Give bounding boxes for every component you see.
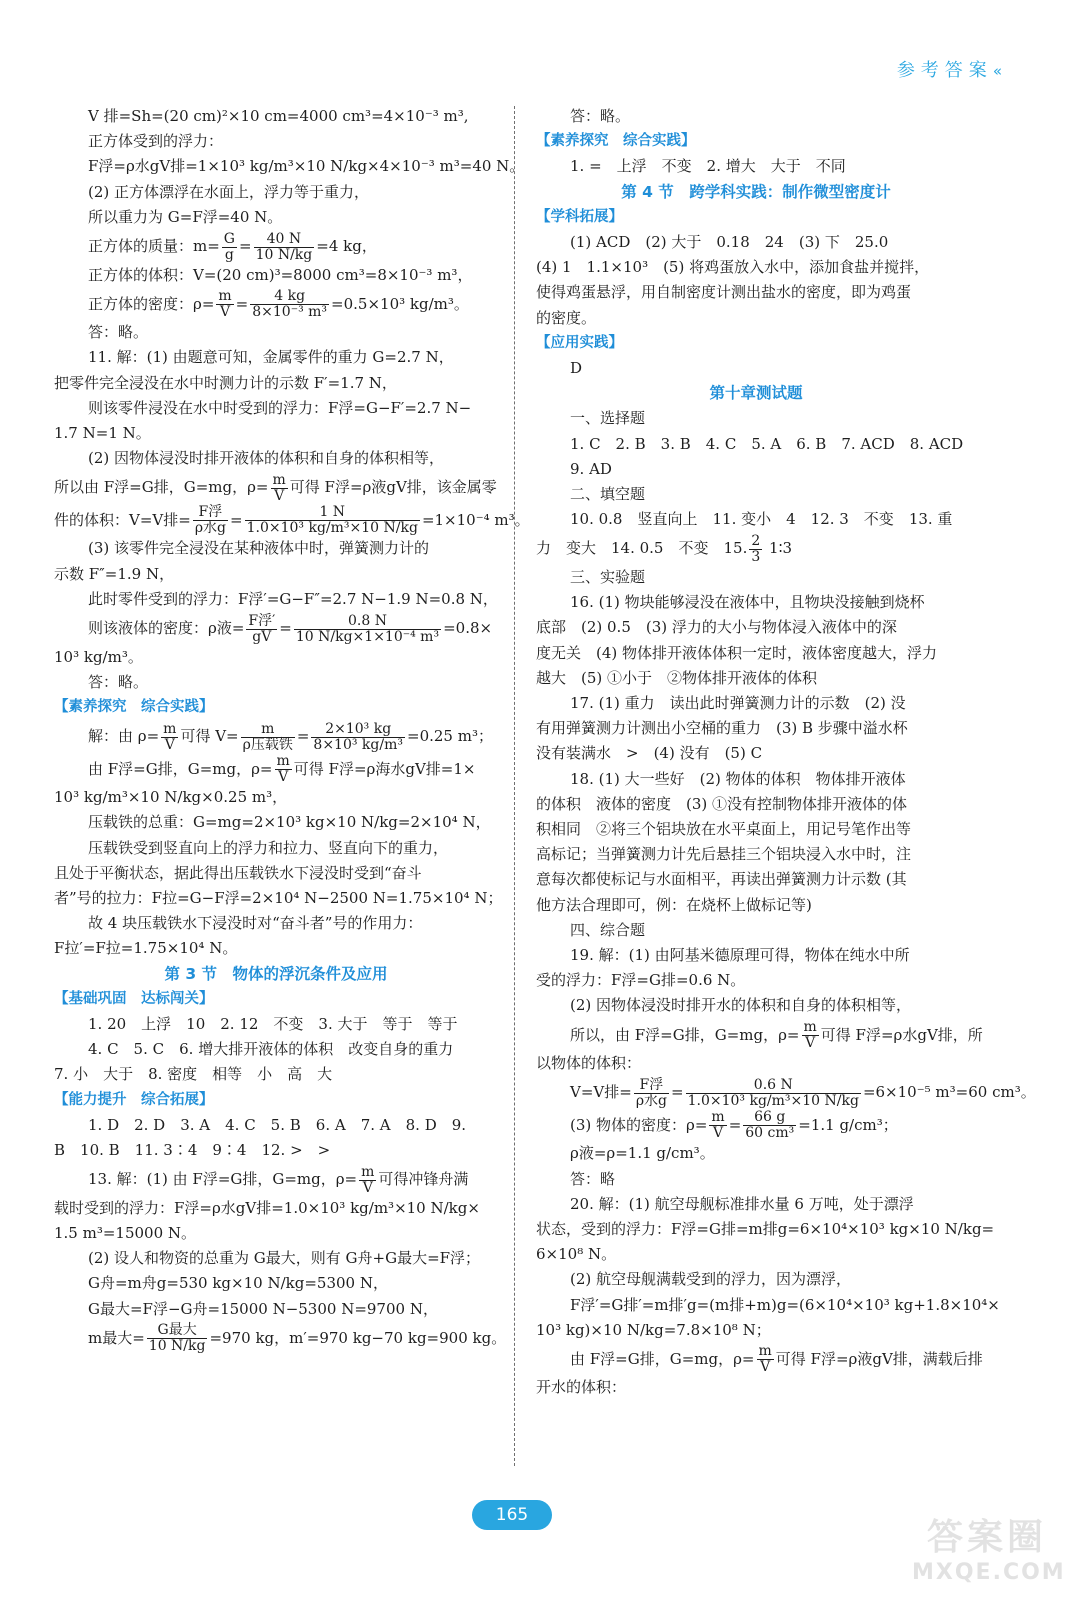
text-line: 1. D 2. D 3. A 4. C 5. B 6. A 7. A 8. D 9.	[88, 1115, 467, 1134]
text-line: (3) 该零件完全浸没在某种液体中时，弹簧测力计的	[88, 539, 430, 558]
text-line: 10³ kg/m³×10 N/kg×0.25 m³，	[54, 788, 288, 807]
fraction: $\frac{m}{V}$	[711, 1109, 725, 1142]
text-line: 以物体的体积：	[536, 1054, 642, 1073]
text-line: 则该零件浸没在水中时受到的浮力：F浮=G−F′=2.7 N−	[88, 398, 472, 417]
text-line: 积相同 ②将三个铝块放在水平桌面上，用记号笔作出等	[536, 819, 912, 838]
text-line: 1. = 上浮 不变 2. 增大 大于 不同	[570, 157, 846, 176]
fraction: $\frac{1 N}{\text{1.0×10³ kg/m³×10 N/kg}}$	[246, 504, 418, 537]
fraction: $\frac{m}{V}$	[272, 471, 286, 504]
text-line: 9. AD	[570, 459, 612, 478]
text-line: 1. C 2. B 3. B 4. C 5. A 6. B 7. ACD 8. ACD	[570, 434, 964, 453]
text-line: (2) 因物体浸没时排开液体的体积和自身的体积相等，	[88, 449, 445, 468]
text-line: 18. (1) 大一些好 (2) 物体的体积 物体排开液体	[570, 769, 906, 788]
text-line: 示数 F″=1.9 N，	[54, 564, 175, 583]
text-line: 所以重力为 G=F浮=40 N。	[88, 207, 283, 226]
watermark-url: MXQE.COM	[912, 1560, 1066, 1585]
formula-line: 则该液体的密度：ρ液= $\frac{\text{F浮′}}{gV}$ = $\frac{0.8 N}{\text{10 N/kg×1×10⁻⁴ m³}}$ =0.8×	[88, 612, 493, 645]
text-line: 意每次都使标记与水面相平，再读出弹簧测力计示数 (其	[536, 870, 907, 889]
page-header-tag	[897, 56, 1002, 82]
watermark-logo	[912, 1516, 1066, 1592]
left-column	[54, 104, 530, 1355]
text-line: 20. 解：(1) 航空母舰标准排水量 6 万吨，处于漂浮	[570, 1194, 914, 1213]
text-line: (2) 因物体浸没时排开水的体积和自身的体积相等，	[570, 996, 912, 1015]
formula-line: (3) 物体的密度：ρ= $\frac{m}{V}$ = $\frac{66 g}{\text{60 cm³}}$ =1.1 g/cm³；	[570, 1109, 898, 1142]
right-column	[536, 104, 1036, 1401]
fraction: $\frac{0.6 N}{\text{1.0×10³ kg/m³×10 N/kg}}$	[687, 1076, 859, 1109]
text-line: 1.5 m³=15000 N。	[54, 1223, 197, 1242]
text-line: 压载铁的总重：G=mg=2×10³ kg×10 N/kg=2×10⁴ N，	[88, 813, 491, 832]
fraction: $\frac{4 kg}{\text{8×10⁻³ m³}}$	[252, 288, 328, 321]
text-line: 使得鸡蛋悬浮，用自制密度计测出盐水的密度，即为鸡蛋	[536, 283, 912, 302]
text-line: 16. (1) 物块能够浸没在液体中，且物块没接触到烧杯	[570, 593, 925, 612]
text-line: 1.7 N=1 N。	[54, 424, 151, 443]
text-line: 有用弹簧测力计测出小空桶的重力 (3) B 步骤中溢水杯	[536, 719, 908, 738]
text-line: 四、综合题	[570, 920, 646, 939]
text-line: 答：略	[570, 1169, 616, 1188]
text-line: 19. 解：(1) 由阿基米德原理可得，物体在纯水中所	[570, 946, 910, 964]
formula-line: 件的体积：V=V排= $\frac{\text{F浮}}{\text{ρ水g}}$ = $\frac{1 N}{\text{1.0×10³ kg/m³×10 N/kg}}$ =1×10⁻⁴ m³。	[54, 504, 530, 537]
fraction: $\frac{\text{2×10³ kg}}{\text{8×10³ kg/m³}}$	[313, 720, 403, 753]
text-line: (1) ACD (2) 大于 0.18 24 (3) 下 25.0	[570, 233, 889, 252]
text-line: 受的浮力：F浮=G排=0.6 N。	[536, 971, 746, 990]
text-line: 10³ kg)×10 N/kg=7.8×10⁸ N；	[536, 1320, 771, 1339]
text-line: 底部 (2) 0.5 (3) 浮力的大小与物体浸入液体中的深	[536, 618, 897, 637]
text-line: 答：略。	[88, 323, 149, 342]
text-line: 11. 解：(1) 由题意可知，金属零件的重力 G=2.7 N，	[88, 348, 454, 367]
fraction: $\frac{m}{V}$	[276, 753, 290, 786]
page-number: 165	[472, 1500, 552, 1530]
text-line: 故 4 块压载铁水下浸没时对“奋斗者”号的作用力：	[88, 914, 423, 933]
formula-line: 正方体的质量：m= $\frac{G}{g}$ = $\frac{40 N}{10 N/kg}$ =4 kg，	[88, 230, 377, 263]
section-tag: 【能力提升 综合拓展】	[54, 1091, 214, 1108]
fraction: $\frac{G}{g}$	[223, 230, 235, 263]
section-tag: 【素养探究 综合实践】	[536, 133, 696, 150]
text-line: 17. (1) 重力 读出此时弹簧测力计的示数 (2) 没	[570, 693, 906, 712]
fraction: $\frac{m}{V}$	[361, 1163, 375, 1196]
watermark-text: 答案圈	[926, 1517, 1047, 1558]
text-line: 10. 0.8 竖直向上 11. 变小 4 12. 3 不变 13. 重	[570, 510, 953, 529]
text-line: F浮=ρ水gV排=1×10³ kg/m³×10 N/kg×4×10⁻³ m³=40 N。	[88, 157, 525, 176]
text-line: 把零件完全浸没在水中时测力计的示数 F′=1.7 N，	[54, 373, 397, 392]
text-line: G最大=F浮−G舟=15000 N−5300 N=9700 N，	[88, 1299, 438, 1318]
fraction: $\frac{\text{F浮′}}{gV}$	[248, 612, 276, 645]
text-line: 的体积 液体的密度 (3) ①没有控制物体排开液体的体	[536, 794, 908, 813]
text-line: 载时受到的浮力：F浮=ρ水gV排=1.0×10³ kg/m³×10 N/kg×	[54, 1198, 480, 1217]
text-line: F拉′=F拉=1.75×10⁴ N。	[54, 939, 238, 958]
section-title: 第 3 节 物体的浮沉条件及应用	[164, 964, 388, 983]
text-line: (2) 正方体漂浮在水面上，浮力等于重力，	[88, 182, 370, 201]
text-line: 此时零件受到的浮力：F浮′=G−F″=2.7 N−1.9 N=0.8 N，	[88, 589, 498, 608]
header-title: 参考答案	[896, 60, 993, 81]
text-line: ρ液=ρ=1.1 g/cm³。	[570, 1144, 715, 1163]
fraction: $\frac{40 N}{10 N/kg}$	[255, 230, 313, 263]
formula-line: 所以，由 F浮=G排，G=mg，ρ= $\frac{m}{V}$ 可得 F浮=ρ水gV排，所	[570, 1019, 983, 1052]
text-line: 越大 (5) ①小于 ②物体排开液体的体积	[536, 668, 818, 687]
text-line: 开水的体积：	[536, 1378, 627, 1397]
text-line: 6×10⁸ N。	[536, 1245, 617, 1264]
fraction: $\frac{\text{G最大}}{10 N/kg}$	[148, 1322, 206, 1355]
section-tag: 【基础巩固 达标闯关】	[54, 990, 214, 1007]
text-line: 高标记；当弹簧测力计先后悬挂三个铝块浸入水中时，注	[536, 845, 912, 864]
text-line: 三、实验题	[570, 567, 646, 586]
fraction: $\frac{m}{V}$	[758, 1343, 772, 1376]
text-line: 状态，受到的浮力：F浮=G排=m排g=6×10⁴×10³ kg×10 N/kg=	[536, 1219, 995, 1238]
text-line: 且处于平衡状态，据此得出压载铁水下浸没时受到“奋斗	[54, 863, 422, 882]
formula-line: 解：由 ρ= $\frac{m}{V}$ 可得 V= $\frac{m}{\text{ρ压载铁}}$ = $\frac{\text{2×10³ kg}}{\text{8×10³ kg/m³}}$ =0.25 m³；	[88, 720, 493, 753]
text-line: D	[570, 359, 583, 378]
section-tag: 【学科拓展】	[536, 208, 623, 225]
text-line: 者”号的拉力：F拉=G−F浮=2×10⁴ N−2500 N=1.75×10⁴ N；	[54, 888, 503, 907]
text-line: B 10. B 11. 3∶4 9∶4 12. > >	[54, 1141, 331, 1159]
formula-line: m最大= $\frac{\text{G最大}}{10 N/kg}$ =970 kg，m′=970 kg−70 kg=900 kg。	[88, 1322, 507, 1355]
section-tag: 【素养探究 综合实践】	[54, 698, 214, 715]
fraction: $\frac{\text{F浮}}{\text{ρ水g}}$	[194, 504, 227, 537]
section-tag: 【应用实践】	[536, 334, 623, 351]
column-divider	[514, 106, 515, 1466]
text-line: 7. 小 大于 8. 密度 相等 小 高 大	[54, 1065, 333, 1084]
text-line: F浮′=G排′=m排′g=(m排+m)g=(6×10⁴×10³ kg+1.8×10⁴×	[570, 1295, 1000, 1314]
formula-line: 所以由 F浮=G排，G=mg，ρ= $\frac{m}{V}$ 可得 F浮=ρ液gV排，该金属零	[54, 471, 497, 504]
fraction: $\frac{2}{3}$	[751, 532, 761, 565]
text-line: 正方体受到的浮力：	[88, 132, 224, 151]
fraction: $\frac{m}{V}$	[218, 288, 232, 321]
section-title: 第 4 节 跨学科实践：制作微型密度计	[621, 182, 891, 201]
formula-line: V=V排= $\frac{\text{F浮}}{\text{ρ水g}}$ = $\frac{0.6 N}{\text{1.0×10³ kg/m³×10 N/kg}}$ =6×10⁻⁵ m³=60 cm³。	[570, 1076, 1036, 1109]
text-line: 1. 20 上浮 10 2. 12 不变 3. 大于 等于 等于	[88, 1014, 458, 1033]
text-line: 正方体的体积：V=(20 cm)³=8000 cm³=8×10⁻³ m³，	[88, 265, 473, 284]
section-title: 第十章测试题	[709, 384, 803, 403]
text-line: (4) 1 1.1×10³ (5) 将鸡蛋放入水中，添加食盐并搅拌，	[536, 258, 930, 277]
text-line: (2) 设人和物资的总重为 G最大，则有 G舟+G最大=F浮；	[88, 1249, 481, 1268]
text-line: 答：略。	[88, 672, 149, 691]
text-line: 答：略。	[570, 107, 631, 125]
fraction: $\frac{m}{\text{ρ压载铁}}$	[242, 720, 293, 753]
formula-line: 由 F浮=G排，G=mg，ρ= $\frac{m}{V}$ 可得 F浮=ρ液gV排，满载后排	[570, 1343, 983, 1376]
text-line: 10³ kg/m³。	[54, 647, 143, 666]
fraction: $\frac{m}{V}$	[803, 1019, 817, 1052]
text-line: (2) 航空母舰满载受到的浮力，因为漂浮，	[570, 1270, 852, 1289]
text-line: 压载铁受到竖直向上的浮力和拉力、竖直向下的重力，	[88, 838, 449, 857]
formula-line: 13. 解：(1) 由 F浮=G排，G=mg，ρ= $\frac{m}{V}$ 可得冲锋舟满	[88, 1163, 469, 1196]
fraction: $\frac{\text{F浮}}{\text{ρ水g}}$	[635, 1076, 668, 1109]
text-line: 4. C 5. C 6. 增大排开液体的体积 改变自身的重力	[88, 1040, 454, 1059]
fraction: $\frac{0.8 N}{\text{10 N/kg×1×10⁻⁴ m³}}$	[295, 612, 440, 645]
formula-line: 力 变大 14. 0.5 不变 15. $\frac{2}{3}$ 1∶3	[536, 532, 793, 565]
fraction: $\frac{66 g}{\text{60 cm³}}$	[745, 1109, 795, 1142]
text-line: 没有装满水 > (4) 没有 (5) C	[536, 744, 763, 763]
text-line: 一、选择题	[570, 409, 646, 428]
text-line: 度无关 (4) 物体排开液体体积一定时，液体密度越大，浮力	[536, 643, 938, 662]
fraction: $\frac{m}{V}$	[163, 720, 177, 753]
text-line: 的密度。	[536, 308, 597, 327]
formula-line: 由 F浮=G排，G=mg，ρ= $\frac{m}{V}$ 可得 F浮=ρ海水gV排=1×	[88, 753, 476, 786]
text-line: 二、填空题	[570, 485, 646, 504]
text-line: V 排=Sh=(20 cm)²×10 cm=4000 cm³=4×10⁻³ m³,	[88, 107, 469, 125]
text-line: 他方法合理即可，例：在烧杯上做标记等)	[536, 895, 812, 914]
chevron-left-icon: «	[992, 62, 1002, 80]
text-line: G舟=m舟g=530 kg×10 N/kg=5300 N，	[88, 1274, 388, 1293]
formula-line: 正方体的密度：ρ= $\frac{m}{V}$ = $\frac{4 kg}{\text{8×10⁻³ m³}}$ =0.5×10³ kg/m³。	[88, 288, 469, 321]
